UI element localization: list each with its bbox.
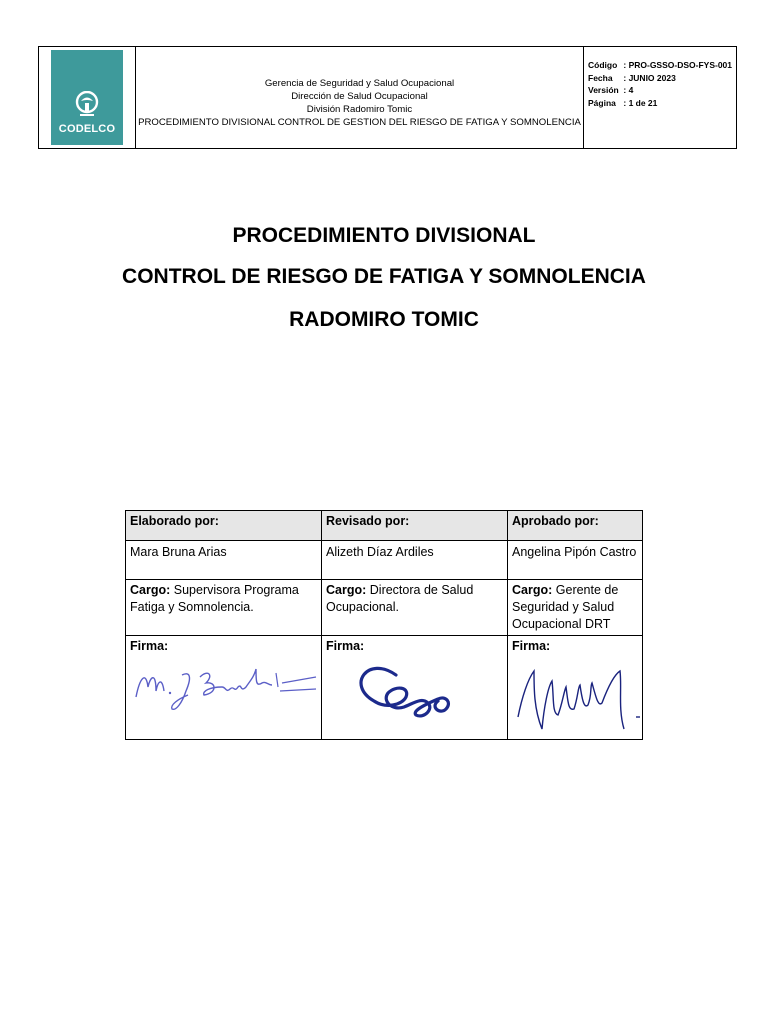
- pagina-row: [588, 97, 736, 110]
- header-revisado: Revisado por:: [322, 511, 508, 541]
- cargo-label: Cargo:: [130, 583, 171, 597]
- header-title-block: [136, 47, 584, 148]
- firma-label: Firma:: [130, 639, 169, 653]
- approval-names-row: [126, 541, 643, 580]
- signature-aprobado: [512, 657, 642, 737]
- title-line-1: PROCEDIMIENTO DIVISIONAL: [232, 224, 536, 247]
- fecha-value: : JUNIO 2023: [623, 72, 676, 83]
- approval-cargo-row: [126, 580, 643, 636]
- title-line-3: RADOMIRO TOMIC: [289, 308, 479, 331]
- cargo-value: Directora de Salud Ocupacional.: [326, 583, 474, 614]
- fecha-row: [588, 72, 736, 85]
- cargo-value: Supervisora Programa Fatiga y Somnolencia.: [130, 583, 299, 614]
- codigo-label: Código: [588, 60, 618, 70]
- firma-label: Firma:: [326, 639, 365, 653]
- codelco-logo-icon: [74, 91, 100, 119]
- name-aprobado: Angelina Pipón Castro: [508, 541, 643, 580]
- header-line-direccion: Dirección de Salud Ocupacional: [291, 90, 428, 102]
- logo-cell: [39, 47, 136, 148]
- title-line-2: CONTROL DE RIESGO DE FATIGA Y SOMNOLENCIA: [122, 265, 646, 288]
- header-line-gerencia: Gerencia de Seguridad y Salud Ocupacional: [264, 77, 455, 89]
- pagina-label: Página: [588, 97, 616, 108]
- codigo-value: : PRO-GSSO-DSO-FYS-001: [623, 60, 733, 70]
- name-revisado: Alizeth Díaz Ardiles: [322, 541, 508, 580]
- cargo-value: Gerente de Seguridad y Salud Ocupacional DRT: [512, 583, 619, 631]
- cargo-aprobado: [508, 580, 643, 636]
- approval-table: [125, 510, 643, 740]
- cargo-revisado: [322, 580, 508, 636]
- codelco-logo: [51, 50, 123, 145]
- firma-label: Firma:: [512, 639, 551, 653]
- firma-aprobado: [508, 636, 643, 740]
- header-aprobado: Aprobado por:: [508, 511, 643, 541]
- codigo-row: [588, 59, 736, 72]
- pagina-value: : 1 de 21: [623, 97, 658, 108]
- version-label: Versión: [588, 85, 619, 95]
- approval-header-row: [126, 511, 643, 541]
- fecha-label: Fecha: [588, 72, 613, 83]
- signature-elaborado: [130, 657, 318, 719]
- cargo-elaborado: [126, 580, 322, 636]
- firma-revisado: [322, 636, 508, 740]
- document-header: [38, 46, 737, 149]
- header-elaborado: Elaborado por:: [126, 511, 322, 541]
- version-row: [588, 84, 736, 97]
- cargo-label: Cargo:: [326, 583, 367, 597]
- document-metadata: [584, 47, 736, 148]
- version-value: : 4: [623, 85, 634, 95]
- approval-firma-row: [126, 636, 643, 740]
- header-line-procedimiento: PROCEDIMIENTO DIVISIONAL CONTROL DE GESTION DEL RIESGO DE FATIGA Y SOMNOLENCIA: [138, 116, 581, 128]
- logo-text: CODELCO: [58, 123, 116, 135]
- header-line-division: División Radomiro Tomic: [306, 103, 413, 115]
- signature-revisado: [326, 657, 504, 729]
- name-elaborado: Mara Bruna Arias: [126, 541, 322, 580]
- firma-elaborado: [126, 636, 322, 740]
- cargo-label: Cargo:: [512, 583, 553, 597]
